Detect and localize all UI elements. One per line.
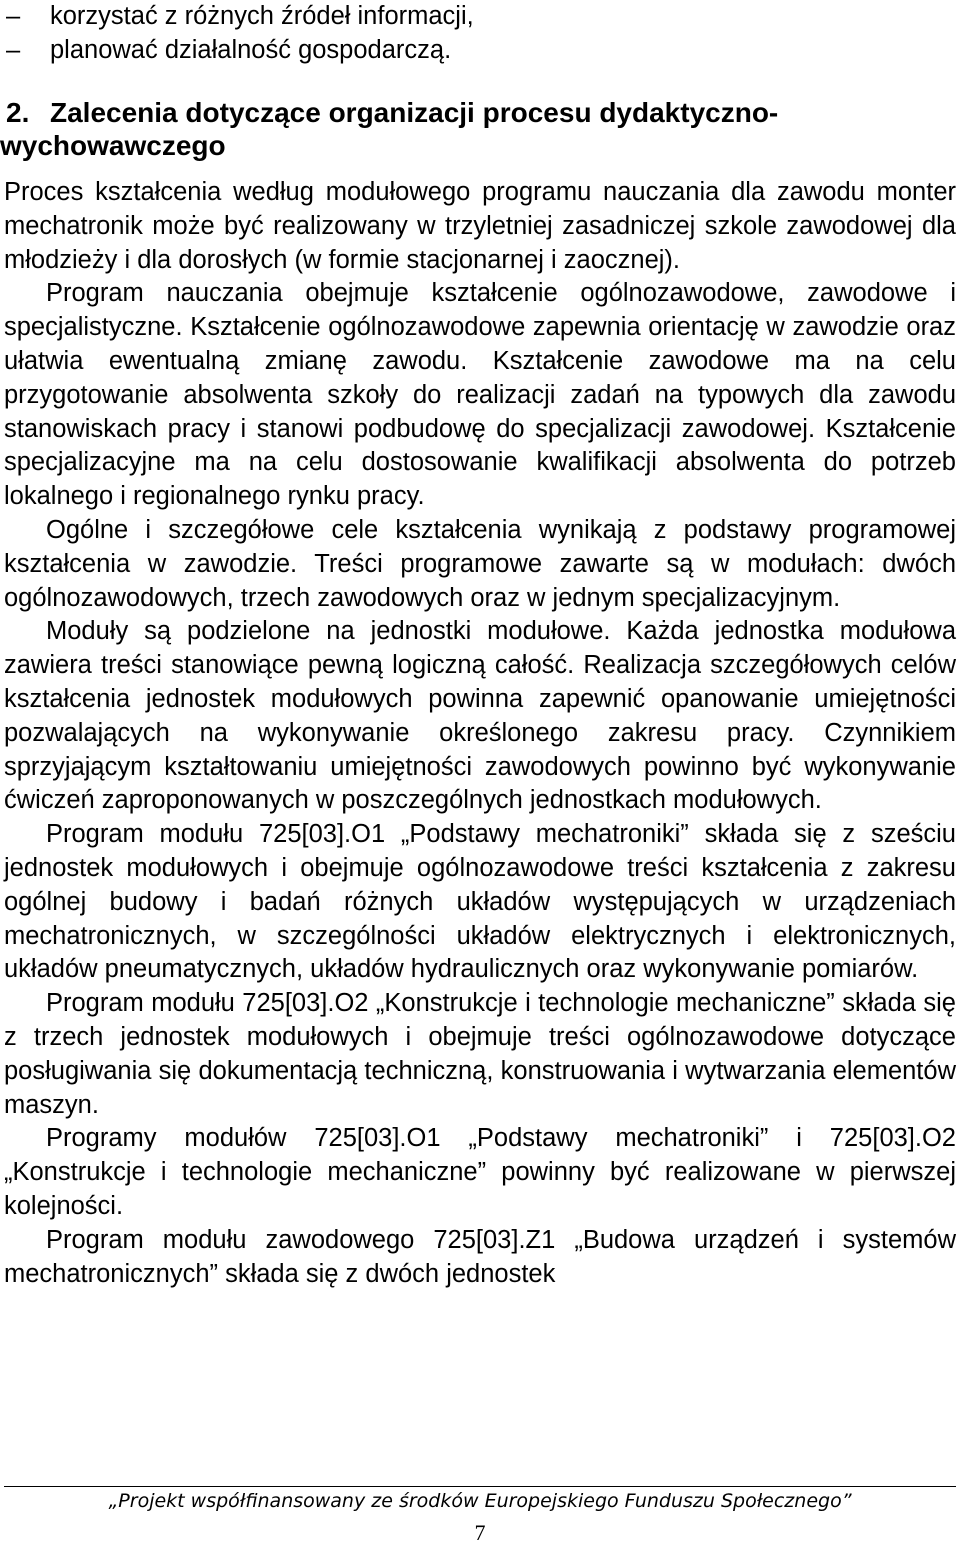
section-heading xyxy=(0,96,956,162)
page-number: 7 xyxy=(474,1520,486,1545)
paragraph: Program nauczania obejmuje kształcenie ogólnozawodowe, zawodowe i specjalistyczne. Kształcenie ogólnozawodowe zapewnia orientację w zawodzie oraz ułatwia ewentualną zmianę zawodu. Kształcenie zawodowe ma na celu przygotowanie absolwenta szkoły do realizacji zadań na typowych dla zawodu stanowiskach pracy i stanowi podbudowę do specjalizacji zawodowej. Kształcenie specjalizacyjne ma na celu dostosowanie kwalifikacji absolwenta do potrzeb lokalnego i regionalnego rynku pracy. xyxy=(4,279,956,511)
paragraph: Programy modułów 725[03].O1 „Podstawy mechatroniki” i 725[03].O2 „Konstrukcje i technologie mechaniczne” powinny być realizowane w pierwszej kolejności. xyxy=(4,1124,956,1220)
paragraph: Program modułu 725[03].O2 „Konstrukcje i technologie mechaniczne” składa się z trzech jednostek modułowych i obejmuje treści ogólnozawodowe dotyczące posługiwania się dokumentacją techniczną, konstruowania i wytwarzania elementów maszyn. xyxy=(4,989,956,1119)
paragraph: Proces kształcenia według modułowego programu nauczania dla zawodu monter mechatronik może być realizowany w trzyletniej zasadniczej szkole zawodowej dla młodzieży i dla dorosłych (w formie stacjonarnej i zaocznej). xyxy=(4,178,956,274)
list-item-text: planować działalność gospodarczą. xyxy=(50,35,452,64)
list-item-text: korzystać z różnych źródeł informacji, xyxy=(50,2,474,30)
list-item xyxy=(0,34,956,68)
footer-divider xyxy=(4,1486,956,1487)
list-item xyxy=(0,0,956,34)
dash-bullet-icon: – xyxy=(6,2,21,30)
bullet-list xyxy=(0,0,956,68)
section-title: Zalecenia dotyczące organizacji procesu dydaktyczno-wychowawczego xyxy=(0,97,779,161)
footer-project-note: „Projekt współfinansowany ze środków Europejskiego Funduszu Społecznego” xyxy=(108,1490,852,1512)
dash-bullet-icon: – xyxy=(6,35,21,64)
body-text xyxy=(4,176,956,1291)
paragraph: Ogólne i szczegółowe cele kształcenia wynikają z podstawy programowej kształcenia w zawodzie. Treści programowe zawarte są w modułach: dwóch ogólnozawodowych, trzech zawodowych oraz w jednym specjalizacyjnym. xyxy=(4,515,956,612)
section-number: 2. xyxy=(6,97,30,128)
paragraph: Moduły są podzielone na jednostki modułowe. Każda jednostka modułowa zawiera treści stanowiące pewną logiczną całość. Realizacja szczegółowych celów kształcenia jednostek modułowych powinna zapewnić opanowanie umiejętności pozwalających na wykonywanie określonego zakresu pracy. Czynnikiem sprzyjającym kształtowaniu umiejętności zawodowych powinno być wykonywanie ćwiczeń zaproponowanych w poszczególnych jednostkach modułowych. xyxy=(4,617,956,815)
paragraph: Program modułu zawodowego 725[03].Z1 „Budowa urządzeń i systemów mechatronicznych” składa się z dwóch jednostek xyxy=(4,1225,956,1288)
paragraph: Program modułu 725[03].O1 „Podstawy mechatroniki” składa się z sześciu jednostek modułowych i obejmuje ogólnozawodowe treści kształcenia z zakresu ogólnej budowy i badań różnych układów występujących w urządzeniach mechatronicznych, w szczególności układów elektrycznych i elektronicznych, układów pneumatycznych, układów hydraulicznych oraz wykonywanie pomiarów. xyxy=(4,820,956,984)
